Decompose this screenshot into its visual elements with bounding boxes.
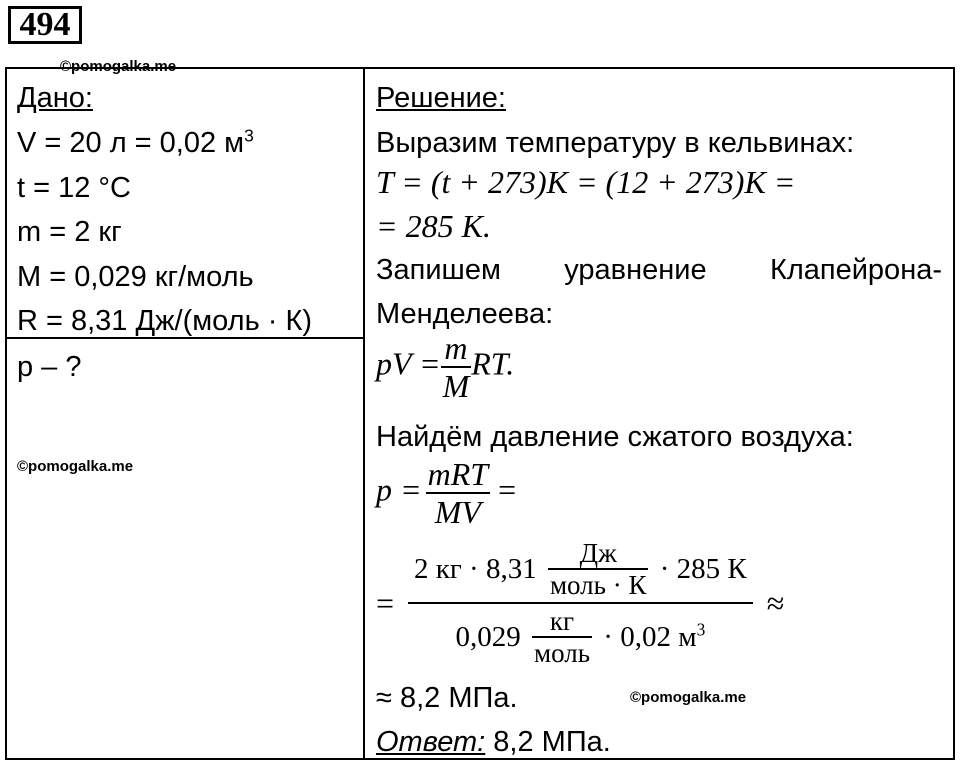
equation-temperature: T = (t + 273)K = (12 + 273)K =: [376, 164, 796, 200]
given-volume: V = 20 л = 0,02 $м^3$: [17, 125, 254, 159]
solution-line-kelvin: Выразим температуру в кельвинах:: [376, 127, 855, 159]
equation-clapeyron: pV = $\frac{m}{M}$ RT.: [376, 330, 515, 404]
watermark-top: ©pomogalka.me: [60, 58, 177, 75]
solution-heading: Решение:: [376, 82, 506, 114]
find-pressure: p – ?: [17, 351, 82, 383]
result-line: ≈ 8,2 МПа.: [376, 682, 518, 714]
equation-temperature-result: = 285 K.: [376, 208, 491, 244]
given-heading: Дано:: [17, 82, 93, 114]
given-mass: m = 2 кг: [17, 216, 122, 248]
given-molar-mass: M = 0,029 кг/моль: [17, 261, 254, 293]
column-divider: [363, 67, 365, 760]
watermark-left: ©pomogalka.me: [17, 458, 134, 475]
solution-line-pressure: Найдём давление сжатого воздуха:: [376, 421, 854, 453]
equation-pressure-formula: p = $\frac{\text{mRT}}{MV}$ =: [376, 456, 518, 530]
given-gas-constant: R = 8,31 Дж/(моль · К): [17, 305, 313, 337]
answer-line: [376, 725, 611, 759]
watermark-bottom: ©pomogalka.me: [630, 689, 747, 706]
problem-number: 494: [8, 6, 82, 44]
answer-label: Ответ:: [376, 726, 486, 758]
given-temperature: t = 12 °C: [17, 172, 131, 204]
solution-line-mendeleev: Менделеева:: [376, 298, 554, 330]
equation-pressure-numeric: = 2 кг · 8,31 $\frac{Дж}{\text{моль · К}}$ · 285 К 0,029 $\frac{кг}{\text{моль}}$ · 0,02 $м^3$ ≈: [376, 538, 785, 668]
solution-line-clapeyron: Запишем уравнение Клапейрона-: [376, 254, 942, 286]
answer-value: 8,2 МПа.: [493, 726, 611, 758]
